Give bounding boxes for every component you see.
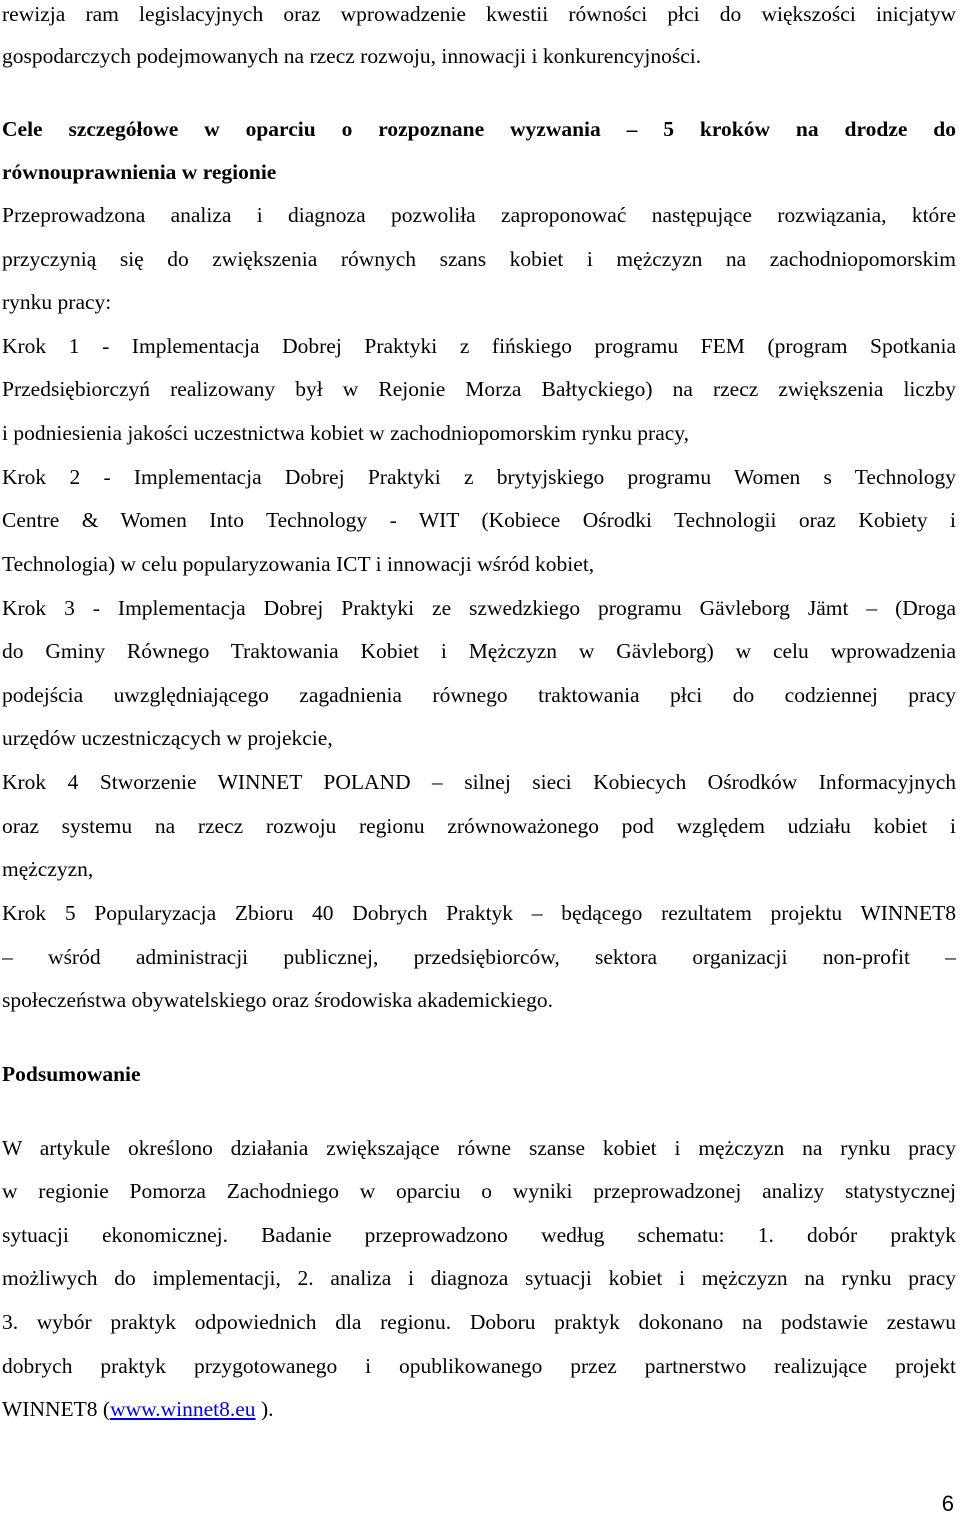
analysis-line-1: Przeprowadzona analiza i diagnoza pozwoliła zaproponować następujące rozwiązania, które xyxy=(2,203,956,227)
step1-line-3: i podniesienia jakości uczestnictwa kobiet w zachodniopomorskim rynku pracy, xyxy=(2,421,690,445)
step5-line-3: społeczeństwa obywatelskiego oraz środowiska akademickiego. xyxy=(2,988,554,1012)
step3-line-2: do Gminy Równego Traktowania Kobiet i Mężczyzn w Gävleborg) w celu wprowadzenia xyxy=(2,639,956,663)
step4-line-3: mężczyzn, xyxy=(2,857,94,881)
step2-line-3: Technologia) w celu popularyzowania ICT i innowacji wśród kobiet, xyxy=(2,552,595,576)
summary-heading: Podsumowanie xyxy=(2,1062,141,1086)
step5-line-1: Krok 5 Popularyzacja Zbioru 40 Dobrych Praktyk – będącego rezultatem projektu WINNET8 xyxy=(2,901,956,925)
intro-line-1: rewizja ram legislacyjnych oraz wprowadzenie kwestii równości płci do większości inicjatyw xyxy=(2,2,956,26)
step2-line-2: Centre & Women Into Technology - WIT (Kobiece Ośrodki Technologii oraz Kobiety i xyxy=(2,508,956,532)
step2-line-1: Krok 2 - Implementacja Dobrej Praktyki z brytyjskiego programu Women s Technology xyxy=(2,465,956,489)
winnet8-link[interactable]: www.winnet8.eu xyxy=(110,1397,256,1421)
summary-line-2: w regionie Pomorza Zachodniego w oparciu o wyniki przeprowadzonej analizy statystycznej xyxy=(2,1179,956,1203)
summary-last-line-suffix: ). xyxy=(255,1397,274,1421)
step4-line-1: Krok 4 Stworzenie WINNET POLAND – silnej sieci Kobiecych Ośrodków Informacyjnych xyxy=(2,770,956,794)
step3-line-4: urzędów uczestniczących w projekcie, xyxy=(2,726,333,750)
step1-line-2: Przedsiębiorczyń realizowany był w Rejonie Morza Bałtyckiego) na rzecz zwiększenia liczby xyxy=(2,377,956,401)
intro-line-2: gospodarczych podejmowanych na rzecz rozwoju, innowacji i konkurencyjności. xyxy=(2,44,702,68)
analysis-line-3: rynku pracy: xyxy=(2,290,112,314)
summary-line-7 xyxy=(2,1395,956,1423)
summary-line-5: 3. wybór praktyk odpowiednich dla regionu. Doboru praktyk dokonano na podstawie zestawu xyxy=(2,1310,956,1334)
step4-line-2: oraz systemu na rzecz rozwoju regionu zrównoważonego pod względem udziału kobiet i xyxy=(2,814,956,838)
summary-line-1: W artykule określono działania zwiększające równe szanse kobiet i mężczyzn na rynku pracy xyxy=(2,1136,956,1160)
step1-line-1: Krok 1 - Implementacja Dobrej Praktyki z fińskiego programu FEM (program Spotkania xyxy=(2,334,956,358)
summary-last-line-prefix: WINNET8 ( xyxy=(2,1397,111,1421)
summary-line-6: dobrych praktyk przygotowanego i opublikowanego przez partnerstwo realizujące projekt xyxy=(2,1354,956,1378)
step3-line-1: Krok 3 - Implementacja Dobrej Praktyki ze szwedzkiego programu Gävleborg Jämt – (Droga xyxy=(2,596,956,620)
step3-line-3: podejścia uwzględniającego zagadnienia równego traktowania płci do codziennej pracy xyxy=(2,683,956,707)
summary-line-3: sytuacji ekonomicznej. Badanie przeprowadzono według schematu: 1. dobór praktyk xyxy=(2,1223,956,1247)
analysis-line-2: przyczynią się do zwiększenia równych szans kobiet i mężczyzn na zachodniopomorskim xyxy=(2,247,956,271)
goals-heading-line-2: równouprawnienia w regionie xyxy=(2,160,277,184)
step5-line-2: – wśród administracji publicznej, przedsiębiorców, sektora organizacji non-profit – xyxy=(2,945,956,969)
summary-line-4: możliwych do implementacji, 2. analiza i diagnoza sytuacji kobiet i mężczyzn na rynku pracy xyxy=(2,1266,956,1290)
page-number: 6 xyxy=(941,1491,954,1516)
goals-heading-line-1: Cele szczegółowe w oparciu o rozpoznane wyzwania – 5 kroków na drodze do xyxy=(2,117,956,141)
